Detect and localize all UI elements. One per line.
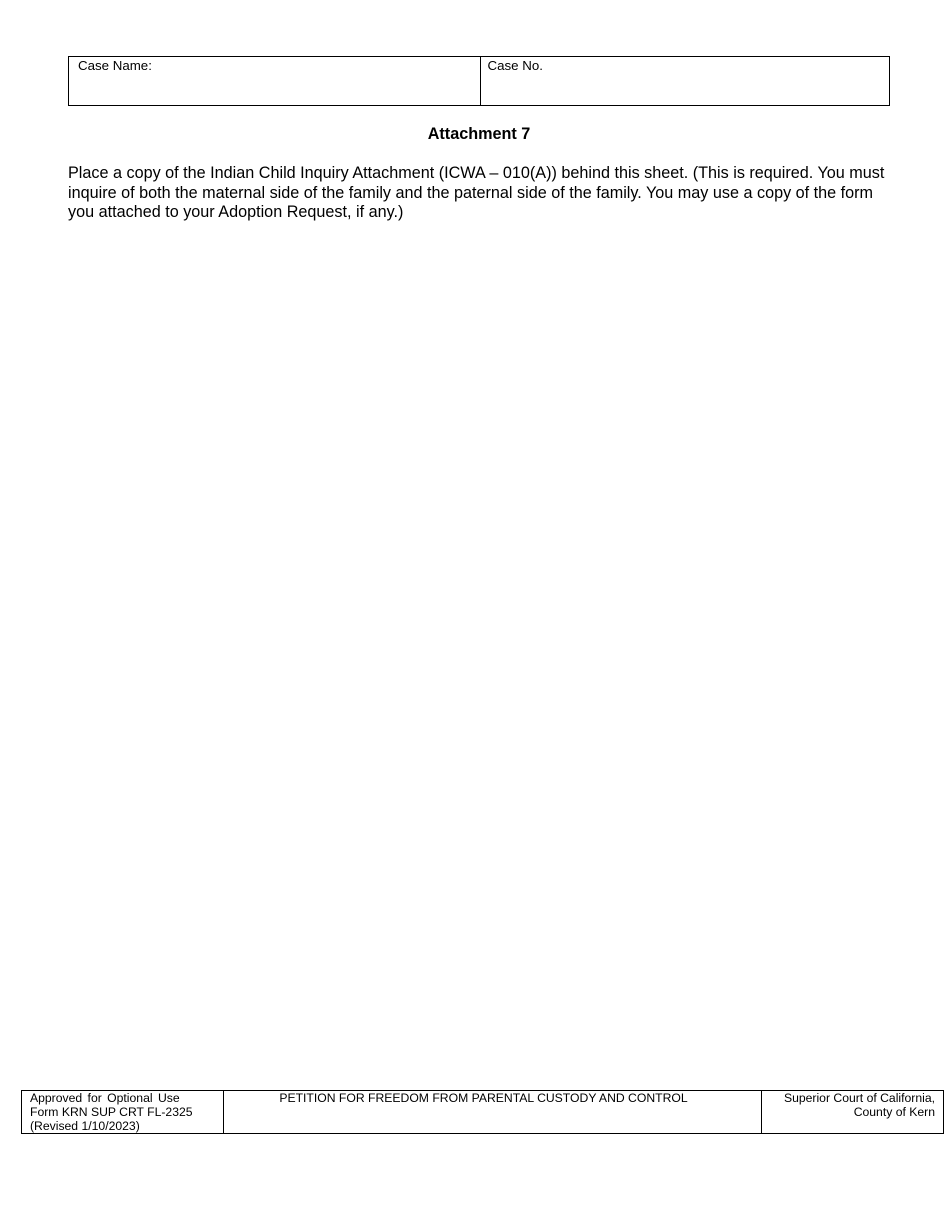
footer-form-title-cell (224, 1091, 762, 1133)
footer-form-number: Form KRN SUP CRT FL-2325 (30, 1105, 193, 1119)
footer-form-title: PETITION FOR FREEDOM FROM PARENTAL CUSTODY AND CONTROL (279, 1091, 688, 1105)
case-number-field[interactable] (480, 57, 890, 105)
attachment-title: Attachment 7 (427, 125, 531, 143)
attachment-instructions: Place a copy of the Indian Child Inquiry Attachment (ICWA – 010(A)) behind this sheet. (This is required. You must inquire of both the maternal side of the family and the paternal side of the family. You may use a copy of the form you attached to your Adoption Request, if any.) (68, 164, 885, 221)
case-name-label: Case Name: (78, 58, 152, 73)
footer-court-info (762, 1091, 943, 1133)
footer-form-info (22, 1091, 224, 1133)
case-number-label: Case No. (487, 58, 543, 73)
footer-court-county: County of Kern (853, 1105, 935, 1119)
footer-approved-text: Approved for Optional Use (30, 1091, 180, 1105)
footer-court-name: Superior Court of California, (783, 1091, 935, 1105)
form-footer (21, 1090, 944, 1134)
case-name-field[interactable] (69, 57, 480, 105)
case-header-table (68, 56, 890, 106)
footer-revised-date: (Revised 1/10/2023) (30, 1119, 140, 1133)
